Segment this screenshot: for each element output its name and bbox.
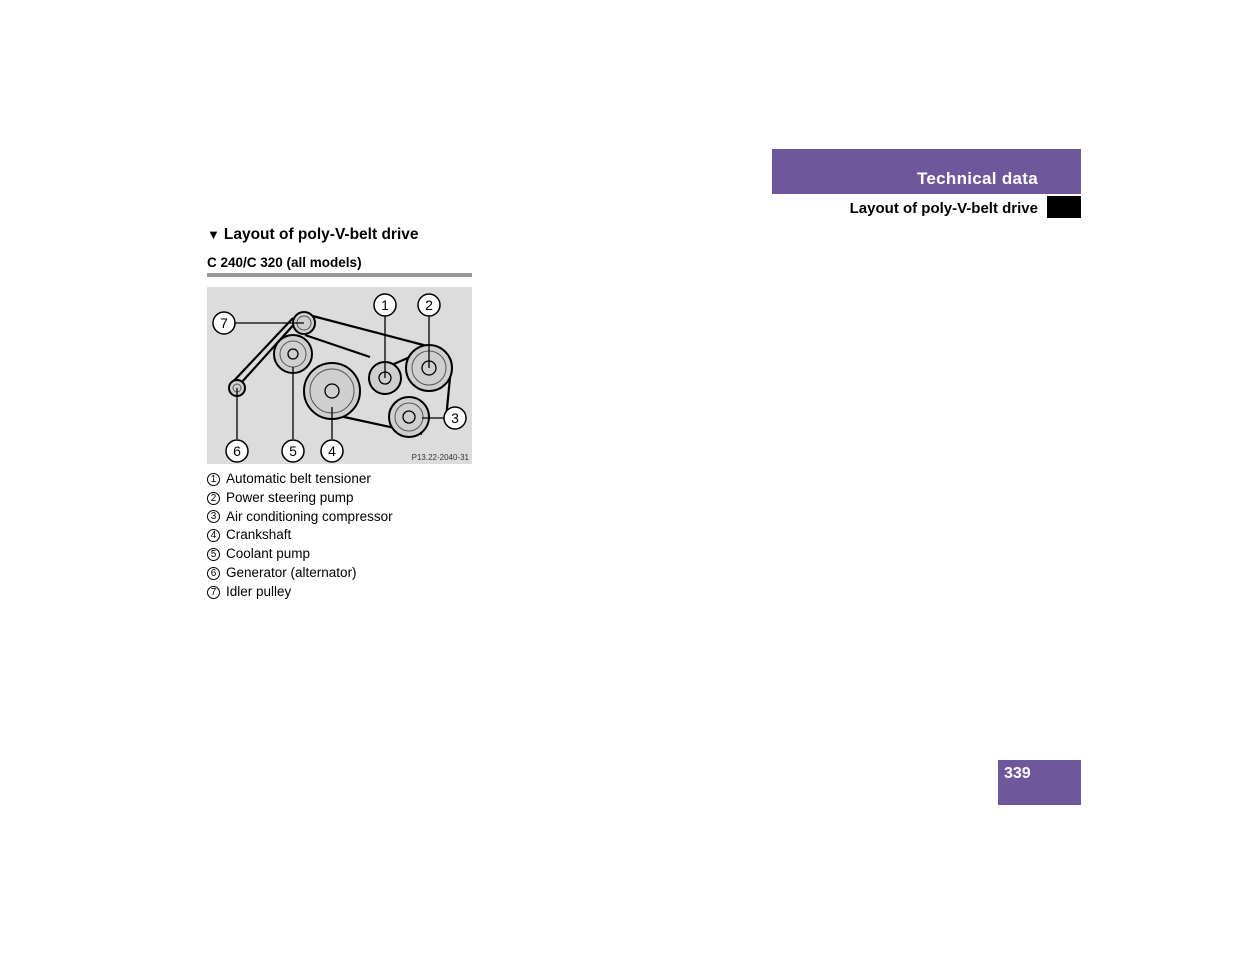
triangle-down-icon: ▼ bbox=[207, 227, 220, 242]
legend-item bbox=[207, 489, 393, 508]
legend-item bbox=[207, 564, 393, 583]
legend-number: 4 bbox=[207, 529, 220, 542]
callout-7-label: 7 bbox=[220, 315, 228, 331]
callout-2 bbox=[418, 294, 440, 316]
callout-4 bbox=[321, 440, 343, 462]
callout-2-label: 2 bbox=[425, 297, 433, 313]
legend-item bbox=[207, 545, 393, 564]
callout-3 bbox=[444, 407, 466, 429]
legend-label: Coolant pump bbox=[226, 546, 311, 562]
section-heading-text: Layout of poly-V-belt drive bbox=[223, 226, 419, 243]
callout-1 bbox=[374, 294, 396, 316]
figure-code: P13.22-2040-31 bbox=[411, 453, 469, 462]
callout-5 bbox=[282, 440, 304, 462]
subsection-title: C 240/C 320 (all models) bbox=[207, 255, 472, 277]
legend-number: 1 bbox=[207, 473, 220, 486]
belt-drive-diagram bbox=[207, 287, 472, 464]
legend-label: Air conditioning compressor bbox=[226, 508, 393, 524]
callout-1-label: 1 bbox=[381, 297, 389, 313]
subheader bbox=[772, 196, 1081, 218]
legend-label: Power steering pump bbox=[226, 489, 354, 505]
legend-list bbox=[207, 470, 393, 602]
callout-5-label: 5 bbox=[289, 443, 297, 459]
section-heading bbox=[207, 226, 419, 244]
callout-6-label: 6 bbox=[233, 443, 241, 459]
legend-label: Crankshaft bbox=[226, 527, 292, 543]
page-number-box bbox=[998, 760, 1081, 805]
legend-item bbox=[207, 470, 393, 489]
legend-number: 7 bbox=[207, 586, 220, 599]
page-number: 339 bbox=[1004, 765, 1031, 782]
legend-item bbox=[207, 526, 393, 545]
legend-number: 5 bbox=[207, 548, 220, 561]
legend-label: Generator (alternator) bbox=[226, 564, 357, 580]
callout-7 bbox=[213, 312, 235, 334]
legend-number: 3 bbox=[207, 510, 220, 523]
legend-item bbox=[207, 583, 393, 602]
pulley-ac-compressor bbox=[389, 397, 429, 437]
section-title: Technical data bbox=[916, 169, 1038, 188]
header-band bbox=[772, 149, 1081, 194]
legend-item bbox=[207, 508, 393, 527]
belt-drive-svg bbox=[207, 287, 472, 464]
callout-6 bbox=[226, 440, 248, 462]
legend-label: Idler pulley bbox=[226, 583, 292, 599]
callout-3-label: 3 bbox=[451, 410, 459, 426]
page-subtitle: Layout of poly-V-belt drive bbox=[849, 200, 1038, 217]
legend-number: 6 bbox=[207, 567, 220, 580]
black-tab-marker bbox=[1047, 196, 1081, 218]
callout-4-label: 4 bbox=[328, 443, 336, 459]
legend-number: 2 bbox=[207, 492, 220, 505]
legend-label: Automatic belt tensioner bbox=[226, 471, 371, 486]
